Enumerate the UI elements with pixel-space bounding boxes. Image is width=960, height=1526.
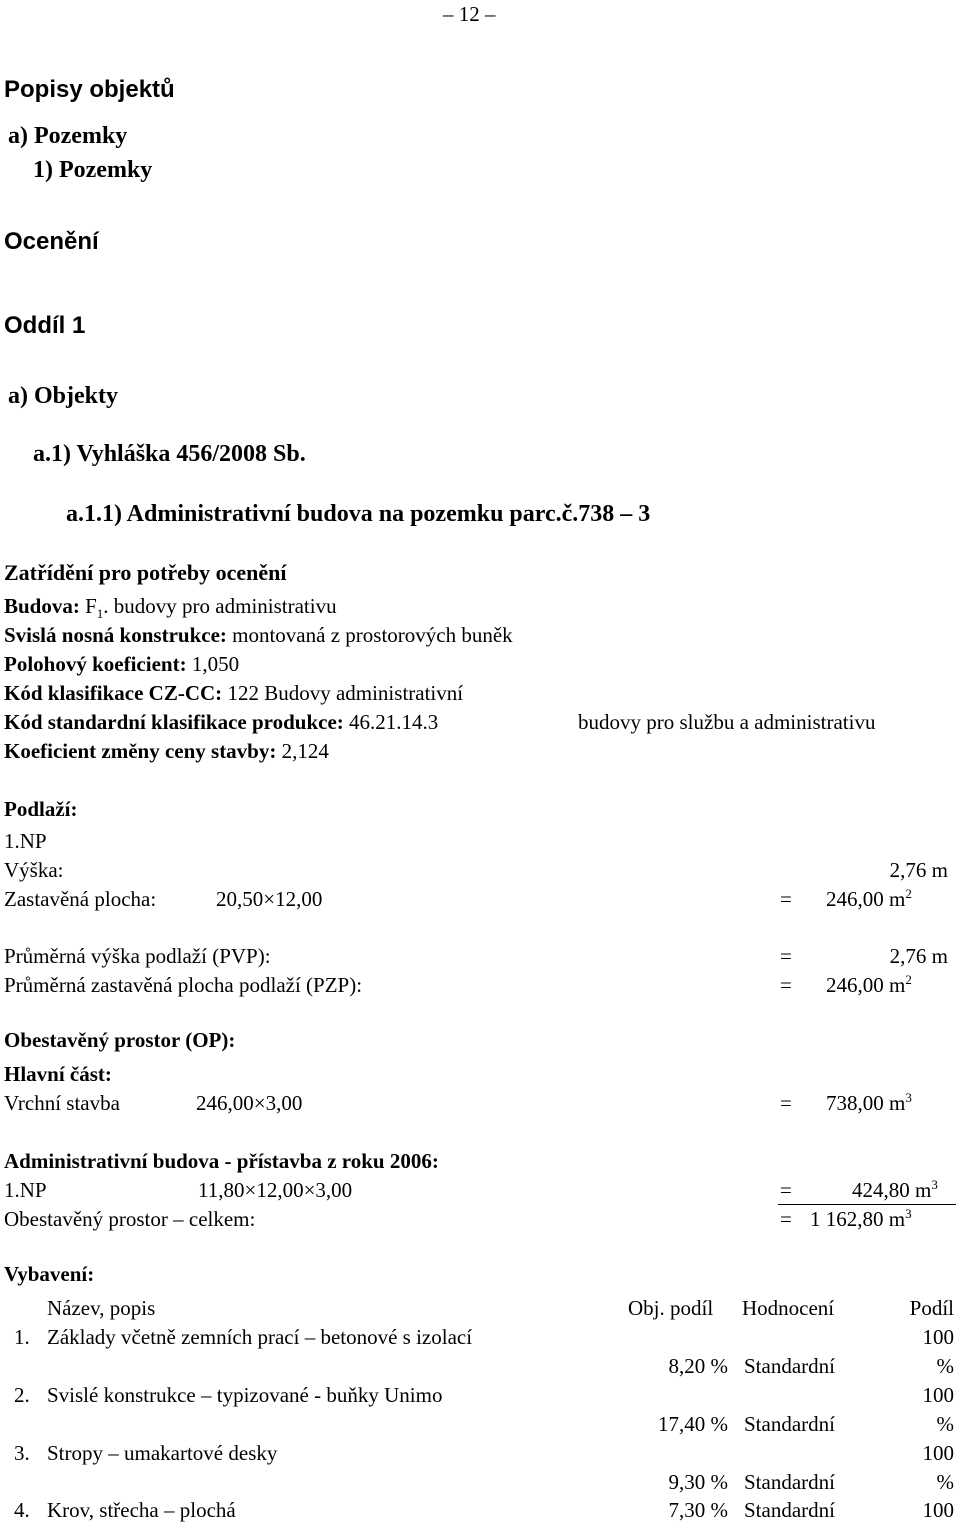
- np-b: 12,00: [256, 1178, 304, 1202]
- col-header-podil: Podíl: [909, 1296, 954, 1320]
- vyska-value: 2,76 m: [889, 858, 948, 882]
- celkem-value: [810, 1206, 912, 1231]
- np-c: 3,00: [315, 1178, 353, 1202]
- koef-value: 2,124: [281, 739, 329, 763]
- czcc-value: 122 Budovy administrativní: [227, 681, 464, 705]
- zast-value-num: 246,00 m: [826, 887, 906, 911]
- np-a: 11,80: [198, 1178, 245, 1202]
- np-sup: 3: [931, 1177, 938, 1192]
- row-hodn: Standardní: [744, 1498, 835, 1522]
- col-header-hodn: Hodnocení: [742, 1296, 835, 1320]
- heading-budova: a.1.1) Administrativní budova na pozemku parc.č.738 – 3: [66, 501, 651, 527]
- celkem-eq: =: [780, 1207, 792, 1231]
- row-num: 4.: [14, 1498, 30, 1522]
- pzp-value-num: 246,00 m: [826, 973, 906, 997]
- np-formula: [198, 1180, 352, 1201]
- np-value: [852, 1177, 938, 1202]
- pvp-value: 2,76 m: [889, 944, 948, 968]
- polohovy-line: [4, 654, 239, 675]
- vrchni-formula: [196, 1093, 302, 1114]
- vyska-label: Výška:: [4, 858, 64, 882]
- col-header-obj: Obj. podíl: [628, 1296, 714, 1320]
- zast-value: [826, 886, 912, 911]
- np-eq: =: [780, 1178, 792, 1202]
- pvp-eq: =: [780, 944, 792, 968]
- celkem-label: [4, 1209, 255, 1230]
- vybaveni-title: Vybavení:: [4, 1262, 95, 1286]
- row-podil-a: 100: [922, 1441, 954, 1465]
- czcc-line: [4, 683, 463, 704]
- svisla-label: Svislá nosná konstrukce:: [4, 623, 227, 647]
- row-name: Základy včetně zemních prací – betonové s izolací: [47, 1325, 473, 1349]
- np-label: 1.NP: [4, 1178, 47, 1202]
- kstp-line: [4, 712, 438, 733]
- row-hodn: Standardní: [744, 1412, 835, 1436]
- floor-label: 1.NP: [4, 829, 47, 853]
- row-podil-a: 100: [922, 1498, 954, 1522]
- budova-value: . budovy pro administrativu: [103, 594, 337, 618]
- pzp-value: [826, 972, 912, 997]
- row-name: Stropy – umakartové desky: [47, 1441, 278, 1465]
- heading-oddil: Oddíl 1: [4, 312, 86, 339]
- budova-f: F: [85, 594, 97, 618]
- page-number: – 12 –: [443, 2, 496, 26]
- celkem-text: Obestavěný prostor – celkem:: [4, 1207, 256, 1231]
- heading-pozemky-1: 1) Pozemky: [33, 157, 153, 183]
- row-podil-a: 100: [922, 1383, 954, 1407]
- op-title: Obestavěný prostor (OP):: [4, 1028, 236, 1052]
- zast-a: 20,50: [216, 887, 264, 911]
- polohovy-label: Polohový koeficient:: [4, 652, 187, 676]
- np-value-num: 424,80 m: [852, 1178, 932, 1202]
- row-name: Krov, střecha – plochá: [47, 1498, 236, 1522]
- col-header-name: Název, popis: [47, 1296, 156, 1320]
- row-num: 2.: [14, 1383, 30, 1407]
- zast-formula: [216, 889, 322, 910]
- zatrideni-heading: Zatřídění pro potřeby ocenění: [4, 560, 287, 585]
- row-podil-b: %: [936, 1354, 954, 1378]
- heading-oceneni: Ocenění: [4, 228, 99, 255]
- row-hodn: Standardní: [744, 1354, 835, 1378]
- pzp-label: Průměrná zastavěná plocha podlaží (PZP):: [4, 973, 363, 997]
- pzp-sup: 2: [905, 972, 912, 987]
- hlavni-cast: Hlavní část:: [4, 1062, 112, 1086]
- pvp-label: Průměrná výška podlaží (PVP):: [4, 944, 271, 968]
- celkem-sup: 3: [905, 1206, 912, 1221]
- heading-popisy: Popisy objektů: [4, 76, 175, 103]
- koef-line: [4, 741, 329, 762]
- times-icon: ×: [244, 1178, 257, 1202]
- row-num: 1.: [14, 1325, 30, 1349]
- koef-label: Koeficient změny ceny stavby:: [4, 739, 277, 763]
- vrchni-sup: 3: [905, 1090, 912, 1105]
- pristavba-title: Administrativní budova - přístavba z roku 2006:: [4, 1149, 439, 1173]
- row-obj: 8,20 %: [668, 1354, 728, 1378]
- row-podil-a: 100: [922, 1325, 954, 1349]
- pzp-eq: =: [780, 973, 792, 997]
- row-num: 3.: [14, 1441, 30, 1465]
- zast-sup: 2: [905, 886, 912, 901]
- row-podil-b: %: [936, 1470, 954, 1494]
- budova-label: Budova:: [4, 594, 80, 618]
- zast-label: Zastavěná plocha:: [4, 887, 157, 911]
- celkem-value-num: 1 162,80 m: [810, 1207, 906, 1231]
- vrchni-value: [826, 1090, 912, 1115]
- svisla-line: [4, 625, 513, 646]
- row-obj: 17,40 %: [658, 1412, 728, 1436]
- vrchni-label: Vrchní stavba: [4, 1091, 120, 1115]
- heading-pozemky-a: a) Pozemky: [8, 123, 128, 149]
- czcc-label: Kód klasifikace CZ-CC:: [4, 681, 223, 705]
- podlazi-title: Podlaží:: [4, 797, 78, 821]
- kstp-label: Kód standardní klasifikace produkce:: [4, 710, 344, 734]
- vrchni-value-num: 738,00 m: [826, 1091, 906, 1115]
- vrchni-b: 3,00: [265, 1091, 303, 1115]
- row-obj: 7,30 %: [668, 1498, 728, 1522]
- kstp-value: 46.21.14.3: [349, 710, 439, 734]
- times-icon: ×: [263, 887, 276, 911]
- sum-rule: [778, 1204, 956, 1205]
- row-obj: 9,30 %: [668, 1470, 728, 1494]
- budova-sub: 1: [96, 606, 104, 622]
- row-podil-b: %: [936, 1412, 954, 1436]
- times-icon: ×: [303, 1178, 316, 1202]
- budova-line: [4, 594, 337, 622]
- svisla-value: montovaná z prostorových buněk: [232, 623, 513, 647]
- row-hodn: Standardní: [744, 1470, 835, 1494]
- times-icon: ×: [253, 1091, 266, 1115]
- row-name: Svislé konstrukce – typizované - buňky Unimo: [47, 1383, 443, 1407]
- kstp-desc: budovy pro službu a administrativu: [578, 710, 876, 734]
- vrchni-a: 246,00: [196, 1091, 254, 1115]
- heading-vyhlaska: a.1) Vyhláška 456/2008 Sb.: [33, 441, 306, 467]
- vrchni-eq: =: [780, 1091, 792, 1115]
- zast-b: 12,00: [275, 887, 323, 911]
- zast-eq: =: [780, 887, 792, 911]
- polohovy-value: 1,050: [191, 652, 240, 676]
- heading-objekty: a) Objekty: [8, 383, 118, 409]
